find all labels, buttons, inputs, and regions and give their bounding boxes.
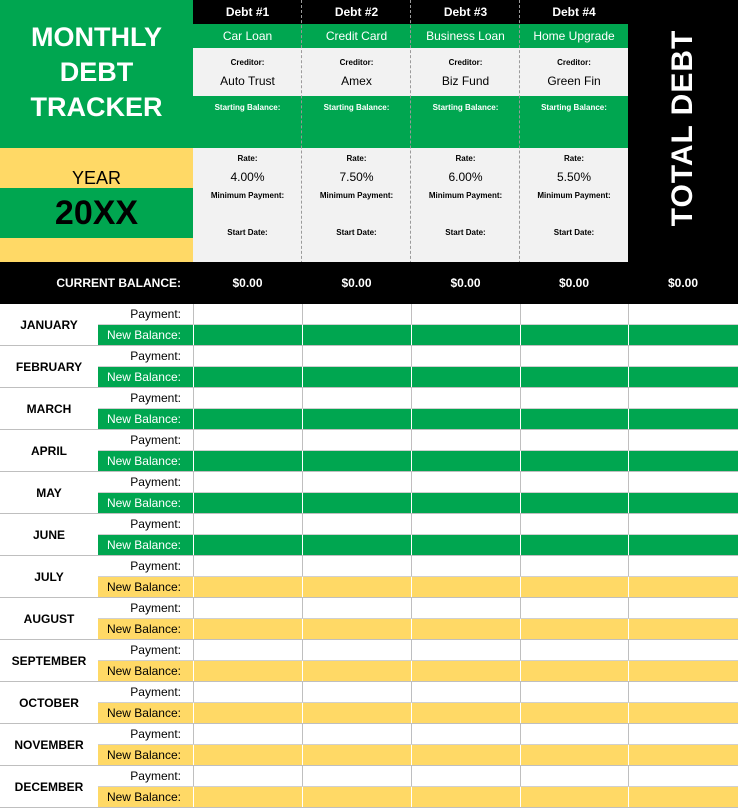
starting-balance-cell[interactable] xyxy=(520,96,628,148)
new-balance-cell[interactable] xyxy=(411,577,520,598)
starting-balance-cell[interactable] xyxy=(302,96,411,148)
year-label: YEAR xyxy=(71,168,122,188)
new-balance-row xyxy=(98,619,738,640)
new-balance-row xyxy=(98,577,738,598)
new-balance-label: New Balance: xyxy=(106,706,181,720)
new-balance-row xyxy=(98,703,738,724)
payment-cell[interactable] xyxy=(302,724,411,745)
payment-cell[interactable] xyxy=(302,472,411,493)
title-line-2: DEBT xyxy=(59,57,134,87)
payment-total-cell[interactable] xyxy=(628,556,738,577)
payment-row xyxy=(98,640,738,661)
month-block xyxy=(0,388,738,430)
payment-cell[interactable] xyxy=(411,430,520,451)
total-debt-label: TOTAL DEBT xyxy=(666,29,699,227)
rate-value[interactable]: 4.00% xyxy=(230,170,265,184)
creditor-cell[interactable] xyxy=(193,48,302,96)
payment-total-cell[interactable] xyxy=(628,598,738,619)
payment-cell[interactable] xyxy=(411,640,520,661)
payment-cell[interactable] xyxy=(193,472,302,493)
new-balance-total-cell[interactable] xyxy=(628,325,738,346)
minimum-payment-label: Minimum Payment: xyxy=(537,191,611,200)
rate-value[interactable]: 5.50% xyxy=(556,170,592,184)
payment-cell[interactable] xyxy=(411,682,520,703)
payment-total-cell[interactable] xyxy=(628,514,738,535)
new-balance-row xyxy=(98,787,738,808)
payment-label: Payment: xyxy=(130,433,181,447)
debt-header: Debt #2 xyxy=(302,0,411,24)
payment-cell[interactable] xyxy=(520,598,628,619)
new-balance-row xyxy=(98,367,738,388)
payment-cell[interactable] xyxy=(520,640,628,661)
debt-column-2 xyxy=(302,0,411,262)
starting-balance-label: Starting Balance: xyxy=(432,103,499,112)
debt-column-3 xyxy=(411,0,520,262)
debt-name-field[interactable]: Home Upgrade xyxy=(520,24,628,48)
new-balance-cell[interactable] xyxy=(411,745,520,766)
month-label: NOVEMBER xyxy=(0,724,98,766)
year-spacer-cell xyxy=(0,238,193,262)
new-balance-cell[interactable] xyxy=(520,409,628,430)
payment-label: Payment: xyxy=(130,349,181,363)
new-balance-cell[interactable] xyxy=(520,451,628,472)
payment-cell[interactable] xyxy=(302,556,411,577)
new-balance-cell[interactable] xyxy=(520,577,628,598)
total-debt-column xyxy=(628,0,738,262)
month-label: AUGUST xyxy=(0,598,98,640)
month-label: OCTOBER xyxy=(0,682,98,724)
new-balance-row xyxy=(98,451,738,472)
new-balance-label: New Balance: xyxy=(106,412,181,426)
rate-label: Rate: xyxy=(237,154,258,163)
creditor-cell[interactable] xyxy=(411,48,520,96)
new-balance-cell[interactable] xyxy=(302,745,411,766)
new-balance-cell[interactable] xyxy=(411,787,520,808)
row-divider xyxy=(98,702,738,703)
new-balance-label: New Balance: xyxy=(106,748,181,762)
payment-cell[interactable] xyxy=(520,724,628,745)
row-divider xyxy=(98,534,738,535)
creditor-cell[interactable] xyxy=(302,48,411,96)
payment-total-cell[interactable] xyxy=(628,430,738,451)
payment-cell[interactable] xyxy=(302,514,411,535)
payment-row xyxy=(98,682,738,703)
new-balance-cell[interactable] xyxy=(193,535,302,556)
rate-value[interactable]: 7.50% xyxy=(339,170,374,184)
new-balance-cell[interactable] xyxy=(302,325,411,346)
payment-cell[interactable] xyxy=(193,430,302,451)
new-balance-cell[interactable] xyxy=(520,535,628,556)
row-divider xyxy=(98,744,738,745)
payment-cell[interactable] xyxy=(193,346,302,367)
month-block xyxy=(0,472,738,514)
starting-balance-cell[interactable] xyxy=(193,96,302,148)
new-balance-cell[interactable] xyxy=(302,535,411,556)
new-balance-cell[interactable] xyxy=(193,325,302,346)
minimum-payment-label: Minimum Payment: xyxy=(319,191,394,200)
month-label: DECEMBER xyxy=(0,766,98,808)
row-divider xyxy=(98,576,738,577)
new-balance-cell[interactable] xyxy=(193,493,302,514)
new-balance-label: New Balance: xyxy=(106,580,181,594)
payment-total-cell[interactable] xyxy=(628,724,738,745)
new-balance-cell[interactable] xyxy=(193,619,302,640)
payment-total-cell[interactable] xyxy=(628,388,738,409)
new-balance-cell[interactable] xyxy=(411,703,520,724)
rate-value[interactable]: 6.00% xyxy=(448,170,483,184)
payment-cell[interactable] xyxy=(520,430,628,451)
new-balance-row xyxy=(98,325,738,346)
payment-row xyxy=(98,304,738,325)
tracker-title xyxy=(0,20,193,125)
payment-row xyxy=(98,514,738,535)
payment-total-cell[interactable] xyxy=(628,304,738,325)
new-balance-total-cell[interactable] xyxy=(628,745,738,766)
new-balance-label: New Balance: xyxy=(106,622,181,636)
debt-name-field[interactable]: Credit Card xyxy=(302,24,411,48)
debt-column-4 xyxy=(520,0,628,262)
current-balance-total: $0.00 xyxy=(667,276,699,290)
new-balance-cell[interactable] xyxy=(520,703,628,724)
payment-cell[interactable] xyxy=(411,598,520,619)
creditor-label: Creditor: xyxy=(339,58,374,67)
payment-cell[interactable] xyxy=(411,304,520,325)
new-balance-label: New Balance: xyxy=(106,496,181,510)
payment-cell[interactable] xyxy=(302,766,411,787)
new-balance-cell[interactable] xyxy=(193,451,302,472)
starting-balance-label: Starting Balance: xyxy=(323,103,390,112)
row-divider xyxy=(98,450,738,451)
terms-cell[interactable] xyxy=(411,148,520,262)
new-balance-total-cell[interactable] xyxy=(628,703,738,724)
creditor-cell[interactable] xyxy=(520,48,628,96)
month-block xyxy=(0,346,738,388)
new-balance-cell[interactable] xyxy=(193,577,302,598)
payment-row xyxy=(98,472,738,493)
new-balance-label: New Balance: xyxy=(106,328,181,342)
row-divider xyxy=(98,786,738,787)
payment-row xyxy=(98,430,738,451)
title-line-1: MONTHLY xyxy=(30,22,162,52)
payment-total-cell[interactable] xyxy=(628,640,738,661)
new-balance-cell[interactable] xyxy=(302,367,411,388)
payment-cell[interactable] xyxy=(520,346,628,367)
new-balance-cell[interactable] xyxy=(302,619,411,640)
month-label: MAY xyxy=(0,472,98,514)
payment-row xyxy=(98,388,738,409)
terms-cell[interactable] xyxy=(520,148,628,262)
payment-cell[interactable] xyxy=(302,346,411,367)
payment-cell[interactable] xyxy=(193,682,302,703)
starting-balance-label: Starting Balance: xyxy=(214,103,281,112)
creditor-label: Creditor: xyxy=(448,58,483,67)
new-balance-row xyxy=(98,661,738,682)
payment-cell[interactable] xyxy=(193,724,302,745)
new-balance-total-cell[interactable] xyxy=(628,409,738,430)
payment-label: Payment: xyxy=(130,727,181,741)
payment-row xyxy=(98,346,738,367)
current-balance-debt-4: $0.00 xyxy=(558,276,590,290)
payment-cell[interactable] xyxy=(302,304,411,325)
minimum-payment-label: Minimum Payment: xyxy=(210,191,285,200)
new-balance-total-cell[interactable] xyxy=(628,577,738,598)
new-balance-cell[interactable] xyxy=(520,745,628,766)
payment-cell[interactable] xyxy=(193,640,302,661)
start-date-label: Start Date: xyxy=(553,228,595,237)
payment-cell[interactable] xyxy=(411,472,520,493)
debt-header: Debt #4 xyxy=(520,0,628,24)
creditor-value[interactable]: Biz Fund xyxy=(441,74,490,88)
payment-cell[interactable] xyxy=(520,304,628,325)
new-balance-cell[interactable] xyxy=(302,787,411,808)
payment-cell[interactable] xyxy=(302,640,411,661)
row-divider xyxy=(98,366,738,367)
payment-row xyxy=(98,556,738,577)
payment-label: Payment: xyxy=(130,643,181,657)
column-divider xyxy=(410,0,411,304)
month-block xyxy=(0,304,738,346)
payment-cell[interactable] xyxy=(520,388,628,409)
row-divider xyxy=(98,408,738,409)
payment-label: Payment: xyxy=(130,769,181,783)
start-date-label: Start Date: xyxy=(227,228,268,237)
month-block xyxy=(0,598,738,640)
new-balance-cell[interactable] xyxy=(193,367,302,388)
creditor-value[interactable]: Auto Trust xyxy=(220,74,275,88)
new-balance-cell[interactable] xyxy=(193,745,302,766)
payment-label: Payment: xyxy=(130,559,181,573)
month-block xyxy=(0,724,738,766)
row-divider xyxy=(98,492,738,493)
month-label: MARCH xyxy=(0,388,98,430)
new-balance-cell[interactable] xyxy=(411,619,520,640)
current-balance-label: CURRENT BALANCE: xyxy=(56,276,181,290)
new-balance-cell[interactable] xyxy=(302,493,411,514)
month-label: SEPTEMBER xyxy=(0,640,98,682)
new-balance-row xyxy=(98,745,738,766)
row-divider xyxy=(98,324,738,325)
new-balance-cell[interactable] xyxy=(411,661,520,682)
new-balance-cell[interactable] xyxy=(520,493,628,514)
payment-total-cell[interactable] xyxy=(628,766,738,787)
payment-cell[interactable] xyxy=(193,514,302,535)
new-balance-cell[interactable] xyxy=(520,787,628,808)
row-divider xyxy=(98,660,738,661)
current-balance-debt-2: $0.00 xyxy=(341,276,372,290)
new-balance-total-cell[interactable] xyxy=(628,451,738,472)
new-balance-cell[interactable] xyxy=(193,703,302,724)
debt-column-1 xyxy=(193,0,302,262)
payment-label: Payment: xyxy=(130,391,181,405)
month-block xyxy=(0,766,738,808)
payment-cell[interactable] xyxy=(193,556,302,577)
payment-cell[interactable] xyxy=(411,766,520,787)
payment-cell[interactable] xyxy=(193,388,302,409)
creditor-value[interactable]: Green Fin xyxy=(547,74,601,88)
new-balance-label: New Balance: xyxy=(106,538,181,552)
new-balance-row xyxy=(98,493,738,514)
new-balance-label: New Balance: xyxy=(106,454,181,468)
column-divider xyxy=(519,0,520,304)
payment-total-cell[interactable] xyxy=(628,472,738,493)
payment-cell[interactable] xyxy=(411,724,520,745)
payment-cell[interactable] xyxy=(193,766,302,787)
minimum-payment-label: Minimum Payment: xyxy=(428,191,503,200)
terms-cell[interactable] xyxy=(193,148,302,262)
payment-cell[interactable] xyxy=(520,514,628,535)
month-label: JULY xyxy=(0,556,98,598)
payment-total-cell[interactable] xyxy=(628,682,738,703)
new-balance-cell[interactable] xyxy=(411,451,520,472)
payment-label: Payment: xyxy=(130,307,181,321)
payment-cell[interactable] xyxy=(302,598,411,619)
creditor-label: Creditor: xyxy=(557,58,591,67)
new-balance-cell[interactable] xyxy=(302,409,411,430)
payment-cell[interactable] xyxy=(411,514,520,535)
starting-balance-cell[interactable] xyxy=(411,96,520,148)
new-balance-cell[interactable] xyxy=(302,703,411,724)
new-balance-cell[interactable] xyxy=(411,409,520,430)
month-label: JUNE xyxy=(0,514,98,556)
payment-cell[interactable] xyxy=(411,388,520,409)
new-balance-cell[interactable] xyxy=(193,787,302,808)
new-balance-cell[interactable] xyxy=(302,661,411,682)
payment-row xyxy=(98,724,738,745)
creditor-value[interactable]: Amex xyxy=(341,74,372,88)
month-label: APRIL xyxy=(0,430,98,472)
new-balance-label: New Balance: xyxy=(106,790,181,804)
new-balance-cell[interactable] xyxy=(411,493,520,514)
new-balance-label: New Balance: xyxy=(106,664,181,678)
rate-label: Rate: xyxy=(563,154,584,163)
new-balance-cell[interactable] xyxy=(193,409,302,430)
payment-cell[interactable] xyxy=(520,556,628,577)
new-balance-cell[interactable] xyxy=(520,661,628,682)
row-divider xyxy=(98,618,738,619)
start-date-label: Start Date: xyxy=(445,228,486,237)
payment-label: Payment: xyxy=(130,685,181,699)
new-balance-cell[interactable] xyxy=(411,325,520,346)
payment-cell[interactable] xyxy=(411,346,520,367)
month-block xyxy=(0,430,738,472)
new-balance-total-cell[interactable] xyxy=(628,787,738,808)
current-balance-debt-1: $0.00 xyxy=(232,276,263,290)
new-balance-cell[interactable] xyxy=(411,535,520,556)
payment-cell[interactable] xyxy=(302,430,411,451)
payment-cell[interactable] xyxy=(193,304,302,325)
starting-balance-label: Starting Balance: xyxy=(541,103,607,112)
new-balance-total-cell[interactable] xyxy=(628,367,738,388)
payment-cell[interactable] xyxy=(411,556,520,577)
payment-label: Payment: xyxy=(130,517,181,531)
month-block xyxy=(0,640,738,682)
payment-cell[interactable] xyxy=(193,598,302,619)
debt-header: Debt #1 xyxy=(193,0,302,24)
payment-cell[interactable] xyxy=(302,682,411,703)
new-balance-cell[interactable] xyxy=(302,577,411,598)
new-balance-cell[interactable] xyxy=(302,451,411,472)
new-balance-row xyxy=(98,409,738,430)
new-balance-cell[interactable] xyxy=(520,367,628,388)
creditor-label: Creditor: xyxy=(230,58,265,67)
new-balance-total-cell[interactable] xyxy=(628,661,738,682)
new-balance-cell[interactable] xyxy=(193,661,302,682)
payment-label: Payment: xyxy=(130,601,181,615)
payment-row xyxy=(98,598,738,619)
new-balance-total-cell[interactable] xyxy=(628,493,738,514)
debt-name-field[interactable]: Business Loan xyxy=(411,24,520,48)
payment-cell[interactable] xyxy=(520,472,628,493)
new-balance-row xyxy=(98,535,738,556)
payment-cell[interactable] xyxy=(302,388,411,409)
column-divider xyxy=(301,0,302,304)
rate-label: Rate: xyxy=(455,154,476,163)
payment-row xyxy=(98,766,738,787)
payment-label: Payment: xyxy=(130,475,181,489)
new-balance-label: New Balance: xyxy=(106,370,181,384)
current-balance-debt-3: $0.00 xyxy=(450,276,481,290)
new-balance-total-cell[interactable] xyxy=(628,535,738,556)
month-label: FEBRUARY xyxy=(0,346,98,388)
debt-header: Debt #3 xyxy=(411,0,520,24)
rate-label: Rate: xyxy=(346,154,367,163)
month-block xyxy=(0,556,738,598)
new-balance-total-cell[interactable] xyxy=(628,619,738,640)
terms-cell[interactable] xyxy=(302,148,411,262)
new-balance-cell[interactable] xyxy=(520,619,628,640)
payment-cell[interactable] xyxy=(520,766,628,787)
debt-name-field[interactable]: Car Loan xyxy=(193,24,302,48)
start-date-label: Start Date: xyxy=(336,228,377,237)
new-balance-cell[interactable] xyxy=(411,367,520,388)
month-label: JANUARY xyxy=(0,304,98,346)
title-line-3: TRACKER xyxy=(30,92,163,122)
month-block xyxy=(0,514,738,556)
month-block xyxy=(0,682,738,724)
new-balance-cell[interactable] xyxy=(520,325,628,346)
year-value[interactable]: 20XX xyxy=(54,194,139,232)
payment-total-cell[interactable] xyxy=(628,346,738,367)
payment-cell[interactable] xyxy=(520,682,628,703)
